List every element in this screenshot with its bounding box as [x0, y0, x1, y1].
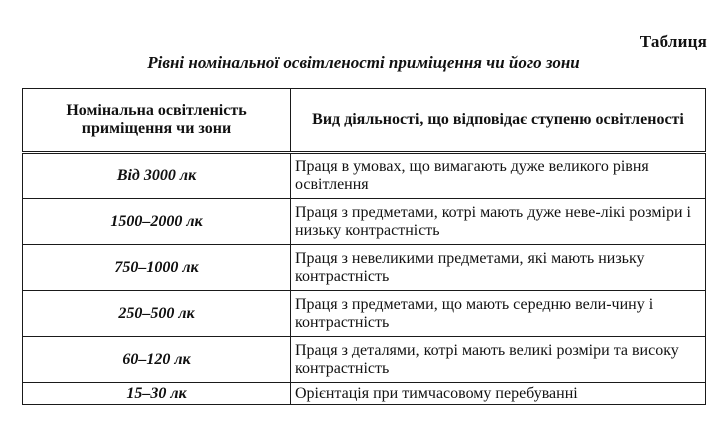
illuminance-value: 1500–2000 лк [23, 199, 291, 245]
table-row [23, 199, 706, 245]
table-row [23, 245, 706, 291]
illuminance-value: Від 3000 лк [23, 153, 291, 199]
activity-description: Праця з предметами, котрі мають дуже неве-лікі розміри і низьку контрастність [291, 199, 706, 245]
table-row [23, 383, 706, 405]
activity-description: Праця з предметами, що мають середню вели-чину і контрастність [291, 291, 706, 337]
illuminance-value: 250–500 лк [23, 291, 291, 337]
header-illuminance: Номінальна освітленість приміщення чи зони [23, 89, 291, 153]
activity-description: Праця в умовах, що вимагають дуже великого рівня освітлення [291, 153, 706, 199]
activity-description: Праця з невеликими предметами, які мають низьку контрастність [291, 245, 706, 291]
header-activity: Вид діяльності, що відповідає ступеню освітленості [291, 89, 706, 153]
illuminance-value: 60–120 лк [23, 337, 291, 383]
activity-description: Праця з деталями, котрі мають великі розміри та високу контрастність [291, 337, 706, 383]
table-row [23, 291, 706, 337]
table-row [23, 337, 706, 383]
table-title: Рівні номінальної освітленості приміщення чи його зони [147, 53, 580, 72]
table-label: Таблиця [639, 32, 707, 51]
illuminance-value: 15–30 лк [23, 383, 291, 405]
activity-description: Орієнтація при тимчасовому перебуванні [291, 383, 706, 405]
table-row [23, 153, 706, 199]
illuminance-table [22, 88, 706, 405]
table-header-row [23, 89, 706, 153]
illuminance-value: 750–1000 лк [23, 245, 291, 291]
